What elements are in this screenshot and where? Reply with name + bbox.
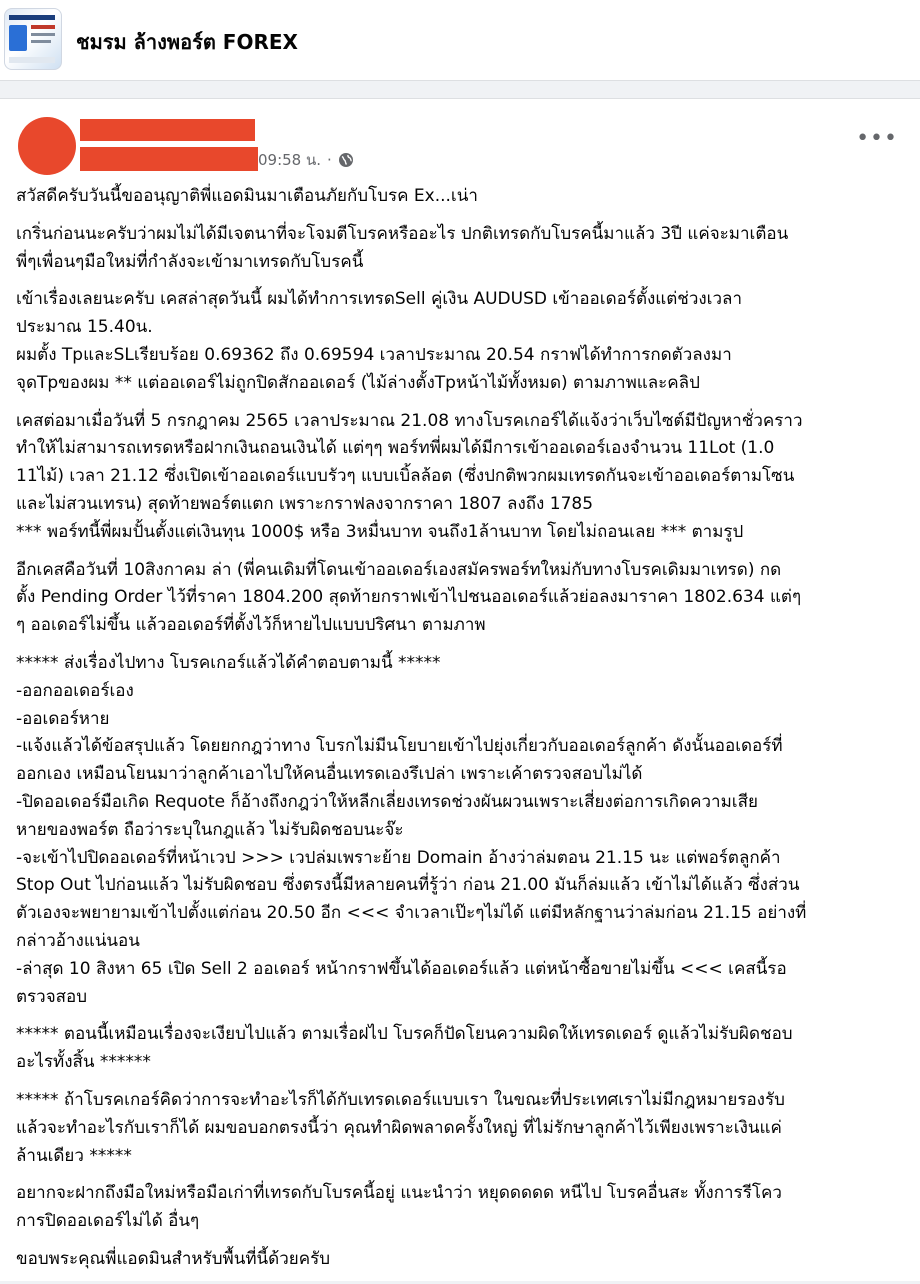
post-line: -ล่าสุด 10 สิงหา 65 เปิด Sell 2 ออเดอร์ หน้ากราฟขึ้นได้ออเดอร์แล้ว แต่หน้าซื้อขายไม่ขึ้น <<< เคสนี้รอ	[16, 958, 787, 979]
post-paragraph	[16, 557, 904, 640]
group-header	[0, 0, 920, 81]
post-paragraph	[16, 1087, 904, 1170]
meta-separator: ·	[327, 151, 332, 169]
post-date-redacted	[80, 147, 258, 171]
post-line: ***** ตอนนี้เหมือนเรื่องจะเงียบไปแล้ว ตามเรื่อฝไป โบรคก็ปัดโยนความผิดให้เทรดเดอร์ ดูแล้วไม่รับผิดชอบ	[16, 1024, 793, 1045]
post-line: *** พอร์ทนี้พี่ผมปั้นตั้งแต่เงินทุน 1000$ หรือ 3หมื่นบาท จนถึง1ล้านบาท โดยไม่ถอนเลย *** ตามรูป	[16, 521, 744, 542]
post-line: อยากจะฝากถึงมือใหม่หรือมือเก่าที่เทรดกับโบรคนี้อยู่ แนะนำว่า หยุดดดดด หนีไป โบรคอื่นสะ ทั้งการรีโคว	[16, 1183, 782, 1204]
post-card	[0, 98, 920, 1281]
post-line: ทำให้ไม่สามารถเทรดหรือฝากเงินถอนเงินได้ แต่ๆๆ พอร์ทพี่ผมได้มีการเข้าออเดอร์เองจำนวน 11Lot (1.0	[16, 438, 775, 459]
post-body	[16, 183, 904, 1284]
post-line: ***** ส่งเรื่องไปทาง โบรคเกอร์แล้วได้คำตอบตามนี้ *****	[16, 652, 441, 673]
post-line: แล้วจะทำอะไรกับเราก็ได้ ผมขอบอกตรงนี้ว่า คุณทำผิดพลาดครั้งใหญ่ ที่ไม่รักษาลูกค้าไว้เพียงเพราะเงินแค่	[16, 1117, 782, 1138]
post-line: พี่ๆเพื่อนๆมือใหม่ที่กำลังจะเข้ามาเทรดกับโบรคนี้	[16, 251, 364, 272]
post-paragraph	[16, 183, 904, 211]
post-line: -ออเดอร์หาย	[16, 708, 110, 729]
post-line: ตั้ง Pending Order ไว้ที่ราคา 1804.200 สุดท้ายกราฟเข้าไปชนออเดอร์แล้วย่อลงมาราคา 1802.634 แต่ๆ	[16, 587, 802, 608]
post-line: -จะเข้าไปปิดออเดอร์ที่หน้าเวป >>> เวปล่มเพราะย้าย Domain อ้างว่าล่มตอน 21.15 นะ แต่พอร์ตลูกค้า	[16, 847, 781, 868]
post-line: อะไรทั้งสิ้น ******	[16, 1052, 151, 1073]
post-paragraph	[16, 408, 904, 547]
post-line: สวัสดีครับวันนี้ขออนุญาติพี่แอดมินมาเตือนภัยกับโบรค Ex...เน่า	[16, 186, 478, 206]
post-line: ขอบพระคุณพี่แอดมินสำหรับพื้นที่นี้ด้วยครับ	[16, 1248, 331, 1269]
more-options-icon[interactable]: •••	[856, 126, 898, 151]
group-thumbnail[interactable]	[4, 8, 62, 70]
post-line: ออกเอง เหมือนโยนมาว่าลูกค้าเอาไปให้คนอื่นเทรดเองรึเปล่า เพราะเค้าตรวจสอบไม่ได้	[16, 764, 643, 785]
post-line: ***** ถ้าโบรคเกอร์คิดว่าการจะทำอะไรก็ได้กับเทรดเดอร์แบบเรา ในขณะที่ประเทศเราไม่มีกฎหมายรองรับ	[16, 1089, 785, 1110]
post-time[interactable]: 09:58 น.	[258, 151, 322, 169]
post-paragraph	[16, 221, 904, 277]
post-line: -แจ้งแล้วได้ข้อสรุปแล้ว โดยยกกฎว่าทาง โบรกไม่มีนโยบายเข้าไปยุ่งเกี่ยวกับออเดอร์ลูกค้า ดังนั้นออเดอร์ที่	[16, 736, 783, 757]
post-line: 11ไม้) เวลา 21.12 ซึ่งเปิดเข้าออเดอร์แบบรัวๆ แบบเบิ้ลล้อต (ซึ่งปกติพวกผมเทรดกันจะเข้าออเดอร์ตามโซน	[16, 466, 795, 487]
post-line: เข้าเรื่องเลยนะครับ เคสล่าสุดวันนี้ ผมได้ทำการเทรดSell คู่เงิน AUDUSD เข้าออเดอร์ตั้งแต่ช่วงเวลา	[16, 289, 742, 310]
post-line: และไม่สวนเทรน) สุดท้ายพอร์ตแตก เพราะกราฟลงจากราคา 1807 ลงถึง 1785	[16, 493, 594, 514]
post-line: ตรวจสอบ	[16, 986, 88, 1007]
post-line: การปิดออเดอร์ไม่ได้ อื่นๆ	[16, 1211, 200, 1232]
post-line: ล้านเดียว *****	[16, 1145, 132, 1166]
post-line: ประมาณ 15.40น.	[16, 317, 153, 338]
avatar-redacted[interactable]	[18, 117, 76, 175]
post-paragraph	[16, 1246, 904, 1274]
author-name-redacted[interactable]	[80, 119, 255, 141]
post-line: Stop Out ไปก่อนแล้ว ไม่รับผิดชอบ ซึ่งตรงนี้มีหลายคนที่รู้ว่า ก่อน 21.00 มันก็ล่มแล้ว เข้าไม่ได้แล้ว ซึ่งส่วน	[16, 875, 800, 896]
post-line: อีกเคสคือวันที่ 10สิงกาคม ล่า (พี่คนเดิมที่โดนเข้าออเดอร์เองสมัครพอร์ทใหม่กับทางโบรคเดิมมาเทรด) กด	[16, 559, 782, 580]
post-line: -ออกออเดอร์เอง	[16, 680, 134, 701]
post-line: ๆ ออเดอร์ไม่ขึ้น แล้วออเดอร์ที่ตั้งไว้ก็หายไปแบบปริศนา ตามภาพ	[16, 615, 486, 636]
group-title[interactable]: ชมรม ล้างพอร์ต FOREX	[76, 30, 298, 54]
post-line: -ปิดออเดอร์มือเกิด Requote ก็อ้างถึงกฎว่าให้หลีกเลี่ยงเทรดช่วงผันผวนเพราะเสี่ยงต่อการเกิดความเสีย	[16, 791, 758, 812]
post-paragraph	[16, 1021, 904, 1077]
post-line: หายของพอร์ต ถือว่าระบุในกฎแล้ว ไม่รับผิดชอบนะจ๊ะ	[16, 819, 404, 840]
post-paragraph	[16, 1180, 904, 1236]
post-meta	[258, 149, 354, 171]
post-line: ตัวเองจะพยายามเข้าไปตั้งแต่ก่อน 20.50 อีก <<< จำเวลาเป๊ะๆไม่ได้ แต่มีหลักฐานว่าล่มก่อน 21.15 อย่างที่	[16, 903, 807, 924]
post-line: กล่าวอ้างแน่นอน	[16, 930, 140, 951]
post-line: จุดTpของผม ** แต่ออเดอร์ไม่ถูกปิดสักออเดอร์ (ไม้ล่างตั้งTpหน้าไม้ทั้งหมด) ตามภาพและคลิป	[16, 372, 700, 393]
globe-icon	[338, 152, 354, 168]
post-line: เคสต่อมาเมื่อวันที่ 5 กรกฎาคม 2565 เวลาประมาณ 21.08 ทางโบรคเกอร์ได้แจ้งว่าเว็บไซต์มีปัญหาชั่วคราว	[16, 410, 803, 431]
post-paragraph	[16, 286, 904, 397]
post-line: ผมตั้ง TpและSLเรียบร้อย 0.69362 ถึง 0.69594 เวลาประมาณ 20.54 กราฟได้ทำการกดตัวลงมา	[16, 344, 732, 365]
post-paragraph	[16, 650, 904, 1011]
post-line: เกริ่นก่อนนะครับว่าผมไม่ได้มีเจตนาที่จะโจมตีโบรคหรืออะไร ปกติเทรดกับโบรคนี้มาแล้ว 3ปี แค่จะมาเตือน	[16, 223, 789, 244]
